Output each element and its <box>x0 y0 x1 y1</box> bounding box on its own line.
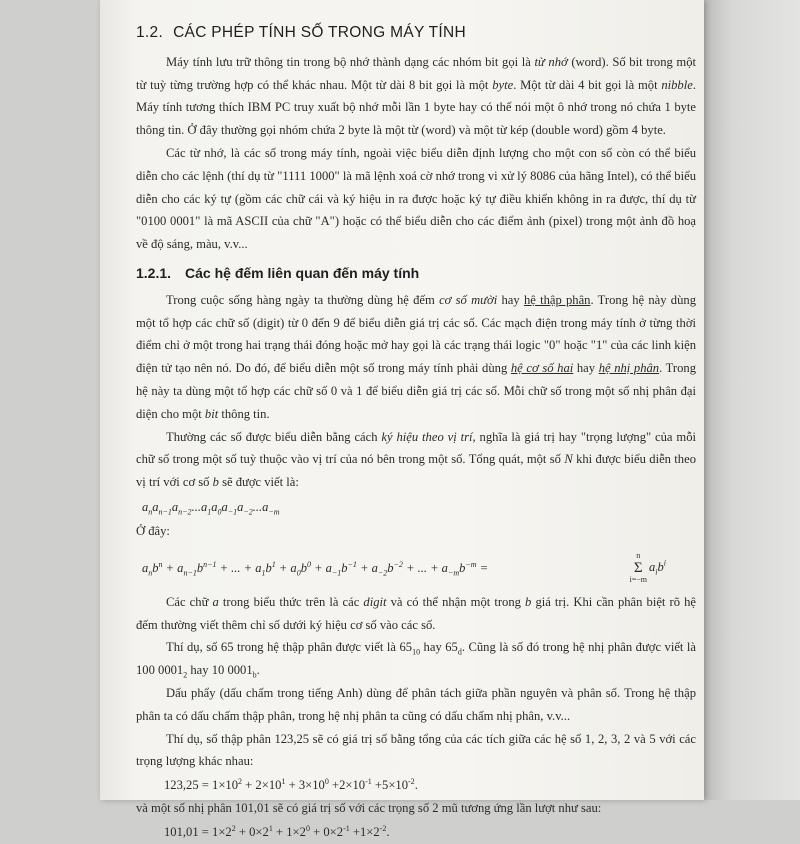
binary-expansion-formula: $101,01 = 1\times 2^2 + 0\times 2^1 + 1\times 2^0 + 0\times 2^{-1} +1\times 2^{-2}$. <box>164 823 390 839</box>
paragraph-number-systems: Trong cuộc sống hàng ngày ta thường dùng hệ đếm cơ số mười hay hệ thập phân. Trong hệ này dùng một tổ hợp các chữ số (digit) từ 0 đến 9 để biểu diễn giá trị các số. Các mạch điện trong máy tính ở từng thời điểm chỉ ở một trong hai trạng thái đóng hoặc mở hay gọi là các trạng thái logic "0" hoặc "1" của các linh kiện điện tử tạo nên nó. Do đó, để biểu diễn một số trong máy tính phải dùng hệ cơ số hai hay hệ nhị phân. Trong hệ này ta dùng một tổ hợp các chữ số 0 và 1 để biểu diễn giá trị các số. Mỗi chữ số trong một số nhị phân đại diện cho một bit thông tin. <box>136 292 696 421</box>
paragraph-radix-point: Dấu phẩy (dấu chấm trong tiếng Anh) dùng để phân tách giữa phần nguyên và phân số. Trong hệ thập phân ta có dấu chấm thập phân, trong hệ nhị phân ta cũng có dấu chấm nhị phân, v.v... <box>136 685 696 723</box>
paragraph-example-65: Thí dụ, số 65 trong hệ thập phân được viết là $65_{10}$ hay $65_d$. Cũng là số đó trong hệ nhị phân được viết là 100 $0001_2$ hay 10 $0001_b$. <box>136 640 697 680</box>
adjacent-page-edge <box>704 0 800 800</box>
digit-sequence-formula: $a_na_{n-1}a_{n-2}...a_1a_0a_{-1}a_{-2}...a_{-m}$ <box>142 499 280 517</box>
decimal-expansion-formula: $123,25 = 1\times 10^2 + 2\times 10^1 + 3\times 10^0 +2\times 10^{-1} +5\times 10^{-2}$. <box>164 776 418 793</box>
section-heading: 1.2. CÁC PHÉP TÍNH SỐ TRONG MÁY TÍNH <box>136 24 467 41</box>
subsection-heading: 1.2.1. Các hệ đếm liên quan đến máy tính <box>136 264 420 281</box>
book-page <box>100 0 704 839</box>
positional-value-formula: $a_nb^n + a_{n-1}b^{n-1}$ + ... + $a_1b^1 + a_0b^0 + a_{-1}b^{-1} + a_{-2}b^{-2}$ + ... + $a_{-m}b^{-m}$ = n Σ i=−m $a_ib^i$ <box>142 550 666 584</box>
paragraph-example-binary: và một số nhị phân 101,01 sẽ có giá trị số với các trọng số 2 mũ tương ứng lần lượt như sau: <box>136 801 602 816</box>
paragraph-positional-notation: Thường các số được biểu diễn bằng cách ký hiệu theo vị trí, nghĩa là giá trị hay "trọng lượng" của mỗi chữ số trong một số tuỳ thuộc vào vị trí của nó bên trong một số. Tổng quát, một số N khi được biểu diễn theo vị trí với cơ số b sẽ được viết là: <box>136 429 696 490</box>
summation-symbol: n Σ i=−m <box>629 550 648 584</box>
page-content <box>136 14 696 844</box>
paragraph-example-decimal: Thí dụ, số thập phân 123,25 sẽ có giá trị số bằng tổng của các tích giữa các hệ số 1, 2, 3, 2 và 5 với các trọng lượng khác nhau: <box>136 731 696 769</box>
paragraph-digits: Các chữ a trong biểu thức trên là các digit và có thể nhận một trong b giá trị. Khi cần phân biệt rõ hệ đếm thường viết thêm chỉ số dưới ký hiệu cơ số vào các số. <box>136 594 696 632</box>
paragraph-words: Máy tính lưu trữ thông tin trong bộ nhớ thành dạng các nhóm bit gọi là từ nhớ (word). Số bit trong một từ tuỳ từng trường hợp có thể khác nhau. Một từ dài 8 bit gọi là một byte. Một từ dài 4 bit gọi là một nibble. Máy tính tương thích IBM PC truy xuất bộ nhớ mỗi lần 1 byte hay có thể nói một ô nhớ trong nó chứa 1 byte thông tin. Ở đây thường gọi nhóm chứa 2 byte là một từ (word) và một từ kép (double word) gồm 4 byte. <box>136 54 696 138</box>
paragraph-word-uses: Các từ nhớ, là các số trong máy tính, ngoài việc biểu diễn định lượng cho một con số còn có thể biểu diễn cho các lệnh (thí dụ từ "1111 1000" là mã lệnh xoá cờ nhớ trong vi xử lý 8086 của hãng Intel), có thể biểu diễn cho các ký tự (gồm các chữ cái và ký hiệu in ra được hoặc ký tự điều khiển không in ra được, thí dụ từ "0100 0001" là mã ASCII của chữ "A") hoặc có thể biểu diễn cho các điểm ảnh (pixel) trong một ảnh đồ hoạ về độ sáng, màu, v.v... <box>136 145 696 252</box>
label-o-day: Ở đây: <box>136 523 170 538</box>
